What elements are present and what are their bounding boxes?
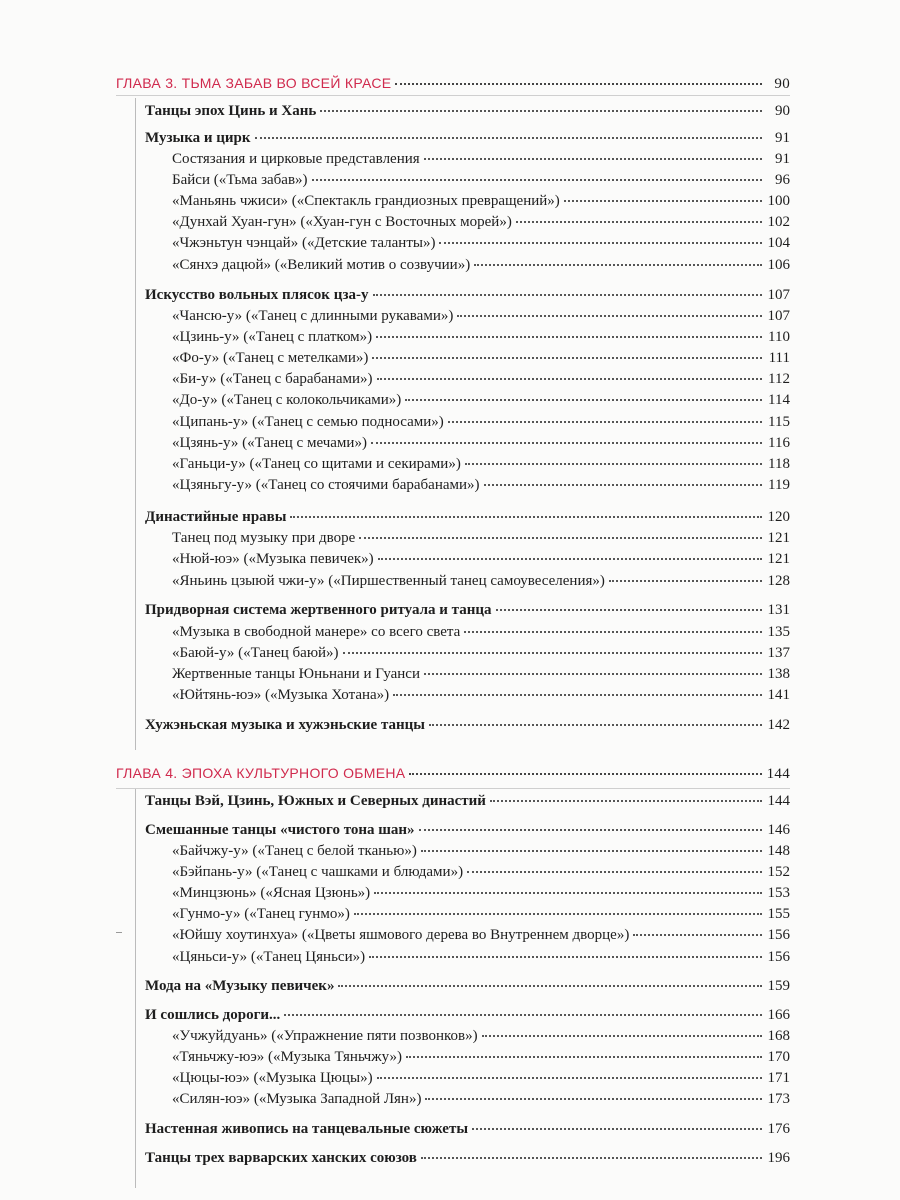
toc-section-title: Династийные нравы [145,509,287,525]
dot-leader [284,1014,762,1016]
toc-section-title: Хужэньская музыка и хужэньские танцы [145,717,426,733]
toc-item-row[interactable] [172,172,790,189]
dot-leader [354,913,762,915]
dot-leader [343,652,762,654]
toc-item-row[interactable] [172,456,790,473]
page-number: 159 [767,978,790,994]
dot-leader [424,158,762,160]
toc-item-row[interactable] [172,235,790,252]
dot-leader [429,724,762,726]
page-number: 91 [775,151,790,167]
dot-leader [371,442,762,444]
toc-section-row[interactable] [145,822,790,839]
page-number: 156 [767,949,790,965]
toc-item-row[interactable] [172,414,790,431]
page-number: 121 [767,551,790,567]
toc-item-title: «Цюцы-юэ» («Музыка Цюцы») [172,1070,373,1086]
toc-chapter-title: ГЛАВА 3. ТЬМА ЗАБАВ ВО ВСЕЙ КРАСЕ [116,75,392,91]
toc-item-row[interactable] [172,687,790,704]
dot-leader [633,934,762,936]
toc-item-title: «Сянхэ дацюй» («Великий мотив о созвучии») [172,257,471,273]
toc-item-row[interactable] [172,257,790,274]
toc-item-title: «Фо-у» («Танец с метелками») [172,350,369,366]
toc-item-title: «Бэйпань-у» («Танец с чашками и блюдами») [172,864,464,880]
page-number: 102 [767,214,790,230]
toc-item-row[interactable] [172,392,790,409]
dot-leader [424,673,762,675]
toc-section-row[interactable] [145,717,790,734]
page-number: 142 [767,717,790,733]
page-number: 114 [768,392,790,408]
toc-item-row[interactable] [172,308,790,325]
dot-leader [496,609,762,611]
toc-item-row[interactable] [172,949,790,966]
dot-leader [320,110,762,112]
dot-leader [467,871,762,873]
toc-section-row[interactable] [145,103,790,120]
toc-item-row[interactable] [172,435,790,452]
toc-item-row[interactable] [172,1028,790,1045]
toc-item-row[interactable] [172,885,790,902]
toc-section-row[interactable] [145,1007,790,1024]
vertical-rule-chapter-4 [135,788,136,1188]
toc-item-row[interactable] [172,193,790,210]
toc-item-title: «Баюй-у» («Танец баюй») [172,645,339,661]
toc-item-title: «Цзянь-у» («Танец с мечами») [172,435,367,451]
page-number: 116 [768,435,790,451]
dot-leader [290,516,762,518]
toc-item-title: «Би-у» («Танец с барабанами») [172,371,373,387]
toc-section-title: Настенная живопись на танцевальные сюжеты [145,1121,469,1137]
toc-item-title: «Минцзюнь» («Ясная Цзюнь») [172,885,371,901]
toc-item-title: «Силян-юэ» («Музыка Западной Лян») [172,1091,422,1107]
dot-leader [395,83,762,85]
page-number: 166 [767,1007,790,1023]
toc-item-title: «Гунмо-у» («Танец гунмо») [172,906,350,922]
toc-item-row[interactable] [172,1091,790,1108]
dot-leader [439,242,762,244]
page-number: 196 [767,1150,790,1166]
toc-section-row[interactable] [145,509,790,526]
page-number: 118 [768,456,790,472]
toc-section-title: Мода на «Музыку певичек» [145,978,335,994]
dot-leader [516,221,762,223]
toc-section-title: Танцы эпох Цинь и Хань [145,103,317,119]
page-number: 106 [767,257,790,273]
toc-item-title: «Чжэньтун чэнцай» («Детские таланты») [172,235,436,251]
toc-item-row[interactable] [172,371,790,388]
toc-item-title: «Байчжу-у» («Танец с белой тканью») [172,843,417,859]
page-number: 91 [775,130,790,146]
page-number: 110 [768,329,790,345]
dot-leader [464,631,762,633]
toc-item-title: «Дунхай Хуан-гун» («Хуан-гун с Восточных морей») [172,214,512,230]
dot-leader [374,892,762,894]
page-number: 104 [767,235,790,251]
toc-item-title: Жертвенные танцы Юньнани и Гуанси [172,666,420,682]
dot-leader [372,357,762,359]
toc-item-row[interactable] [172,864,790,881]
margin-mark [116,932,122,933]
toc-item-title: «Яньинь цзыюй чжи-у» («Пиршественный танец самоувеселения») [172,573,605,589]
dot-leader [359,537,762,539]
toc-item-title: «Цзяньгу-у» («Танец со стоячими барабанами») [172,477,480,493]
page-number: 156 [767,927,790,943]
toc-item-title: «Чансю-у» («Танец с длинными рукавами») [172,308,454,324]
page-number: 90 [775,103,790,119]
page-number: 90 [774,76,790,92]
toc-section-row[interactable] [145,1121,790,1138]
page-number: 100 [767,193,790,209]
dot-leader [393,694,762,696]
page-number: 115 [768,414,790,430]
toc-item-title: «Цяньси-у» («Танец Цяньси») [172,949,366,965]
dot-leader [377,1077,762,1079]
toc-section-title: Танцы трех варварских ханских союзов [145,1150,417,1166]
toc-item-title: «Нюй-юэ» («Музыка певичек») [172,551,374,567]
dot-leader [369,956,762,958]
toc-section-row[interactable] [145,1150,790,1167]
toc-item-row[interactable] [172,666,790,683]
page-number: 131 [767,602,790,618]
toc-section-row[interactable] [145,602,790,619]
toc-item-row[interactable] [172,329,790,346]
toc-section-row[interactable] [145,978,790,995]
page-number: 119 [768,477,790,493]
divider-chapter-4 [116,788,790,789]
page-number: 173 [767,1091,790,1107]
dot-leader [373,294,762,296]
toc-item-row[interactable] [172,906,790,923]
dot-leader [377,378,762,380]
toc-section-title: Танцы Вэй, Цзинь, Южных и Северных династий [145,793,486,809]
dot-leader [406,1056,762,1058]
toc-item-title: Танец под музыку при дворе [172,530,356,546]
dot-leader [421,1157,762,1159]
vertical-rule-chapter-3 [135,98,136,750]
toc-section-title: И сошлись дороги... [145,1007,281,1023]
dot-leader [312,179,762,181]
dot-leader [484,484,762,486]
page-number: 137 [767,645,790,661]
page-number: 168 [767,1028,790,1044]
dot-leader [419,829,762,831]
page-number: 155 [767,906,790,922]
dot-leader [376,336,762,338]
toc-item-row[interactable] [172,1049,790,1066]
toc-item-title: «Ципань-у» («Танец с семью подносами») [172,414,444,430]
toc-item-title: «Юйшу хоутинхуа» («Цветы яшмового дерева во Внутреннем дворце») [172,927,630,943]
toc-section-title: Искусство вольных плясок цза-у [145,287,369,303]
page-number: 120 [767,509,790,525]
toc-item-row[interactable] [172,151,790,168]
toc-item-title: «Тяньчжу-юэ» («Музыка Тяньчжу») [172,1049,402,1065]
divider-chapter-3 [116,95,790,96]
page-number: 141 [767,687,790,703]
page-number: 138 [767,666,790,682]
toc-item-row[interactable] [172,645,790,662]
toc-item-title: «Учжуйдуань» («Упражнение пяти позвонков») [172,1028,478,1044]
toc-section-row[interactable] [145,793,790,810]
dot-leader [405,399,762,401]
dot-leader [255,137,762,139]
toc-item-row[interactable] [172,624,790,641]
dot-leader [482,1035,762,1037]
page-number: 144 [766,766,790,782]
page-number: 112 [768,371,790,387]
page-number: 135 [767,624,790,640]
toc-item-row[interactable] [172,477,790,494]
dot-leader [474,264,762,266]
page-number: 170 [767,1049,790,1065]
dot-leader [472,1128,762,1130]
page-number: 148 [767,843,790,859]
page-number: 176 [767,1121,790,1137]
page-number: 153 [767,885,790,901]
toc-section-title: Музыка и цирк [145,130,251,146]
page-number: 121 [767,530,790,546]
dot-leader [378,558,762,560]
toc-item-title: «Юйтянь-юэ» («Музыка Хотана») [172,687,390,703]
page-number: 111 [768,350,790,366]
dot-leader [457,315,762,317]
toc-item-row[interactable] [172,843,790,860]
dot-leader [338,985,762,987]
toc-item-row[interactable] [172,214,790,231]
dot-leader [448,421,762,423]
dot-leader [465,463,762,465]
toc-item-row[interactable] [172,530,790,547]
toc-item-title: «До-у» («Танец с колокольчиками») [172,392,402,408]
dot-leader [609,580,762,582]
dot-leader [409,773,762,775]
dot-leader [425,1098,762,1100]
toc-section-title: Придворная система жертвенного ритуала и танца [145,602,492,618]
page-number: 107 [767,308,790,324]
toc-item-row[interactable] [172,927,790,944]
toc-chapter-row[interactable] [116,75,790,93]
toc-item-row[interactable] [172,573,790,590]
dot-leader [421,850,762,852]
toc-item-row[interactable] [172,1070,790,1087]
toc-item-row[interactable] [172,350,790,367]
toc-section-title: Смешанные танцы «чистого тона шан» [145,822,415,838]
page-number: 171 [767,1070,790,1086]
toc-item-title: Состязания и цирковые представления [172,151,420,167]
page-number: 144 [767,793,790,809]
toc-item-title: «Маньянь чжиси» («Спектакль грандиозных превращений») [172,193,560,209]
page-number: 152 [767,864,790,880]
toc-chapter-row[interactable] [116,765,790,783]
dot-leader [564,200,762,202]
toc-section-row[interactable] [145,130,790,147]
toc-item-title: Байси («Тьма забав») [172,172,308,188]
page-number: 107 [767,287,790,303]
page-number: 96 [775,172,790,188]
toc-item-title: «Музыка в свободной манере» со всего света [172,624,461,640]
page-number: 128 [767,573,790,589]
toc-item-title: «Цзинь-у» («Танец с платком») [172,329,373,345]
toc-item-title: «Ганьци-у» («Танец со щитами и секирами») [172,456,461,472]
toc-item-row[interactable] [172,551,790,568]
dot-leader [490,800,762,802]
page-number: 146 [767,822,790,838]
toc-chapter-title: ГЛАВА 4. ЭПОХА КУЛЬТУРНОГО ОБМЕНА [116,765,406,781]
toc-section-row[interactable] [145,287,790,304]
